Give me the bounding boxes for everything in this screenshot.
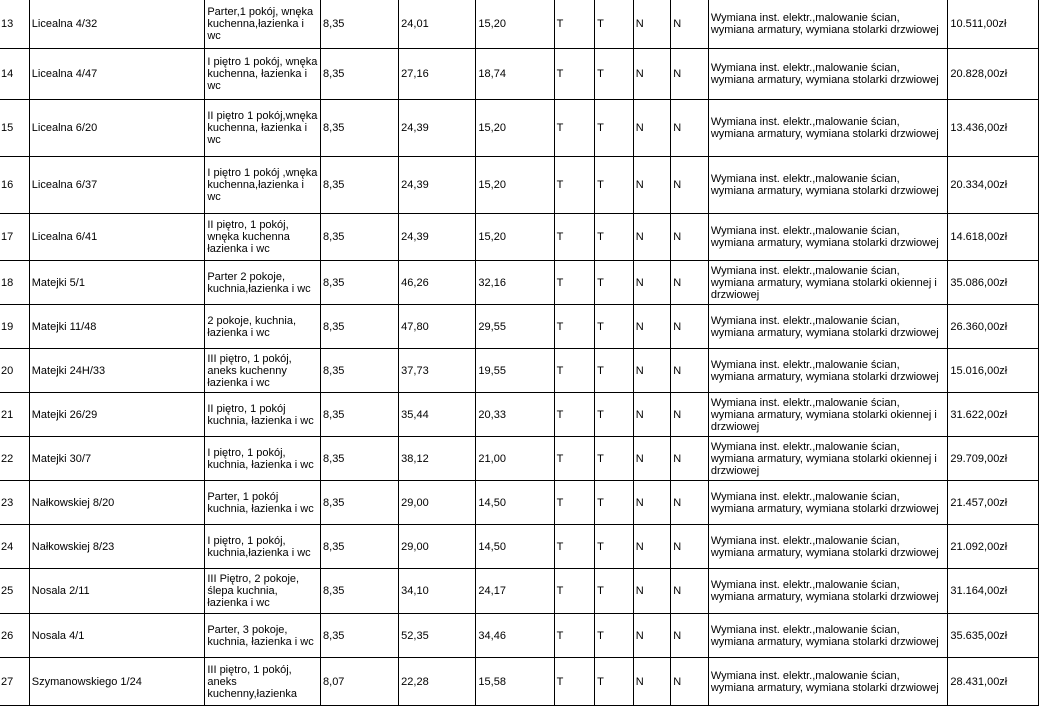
row-number-cell: 22 xyxy=(0,437,29,481)
rate-cell: 8,35 xyxy=(321,349,399,393)
flag-2-cell: T xyxy=(595,100,634,157)
table-row xyxy=(0,214,1039,261)
flag-2-cell: T xyxy=(595,261,634,305)
flag-1-cell: T xyxy=(554,157,595,214)
flag-3-cell: N xyxy=(633,157,671,214)
rate-cell: 8,35 xyxy=(321,157,399,214)
flag-2-cell: T xyxy=(595,658,634,706)
flag-3-cell: N xyxy=(633,349,671,393)
flag-4-cell: N xyxy=(671,49,709,100)
living-area-cell: 15,20 xyxy=(476,214,554,261)
rate-cell: 8,35 xyxy=(321,614,399,658)
flag-1-cell: T xyxy=(554,569,595,614)
total-area-cell: 52,35 xyxy=(399,614,476,658)
planned-works-cell: Wymiana inst. elektr.,malowanie ścian, wymiana armatury, wymiana stolarki drzwiowej xyxy=(708,305,948,349)
row-number-cell: 17 xyxy=(0,214,29,261)
address-cell: Matejki 11/48 xyxy=(29,305,205,349)
living-area-cell: 20,33 xyxy=(476,393,554,437)
address-cell: Licealna 6/37 xyxy=(29,157,205,214)
flag-2-cell: T xyxy=(595,157,634,214)
total-area-cell: 24,39 xyxy=(399,157,476,214)
flag-3-cell: N xyxy=(633,305,671,349)
total-area-cell: 35,44 xyxy=(399,393,476,437)
flag-1-cell: T xyxy=(554,525,595,569)
flag-1-cell: T xyxy=(554,481,595,525)
apartment-description-cell: Parter, 3 pokoje, kuchnia, łazienka i wc xyxy=(205,614,321,658)
flag-1-cell: T xyxy=(554,393,595,437)
living-area-cell: 18,74 xyxy=(476,49,554,100)
apartment-description-cell: II piętro, 1 pokój, wnęka kuchenna łazienka i wc xyxy=(205,214,321,261)
apartment-description-cell: I piętro 1 pokój ,wnęka kuchenna,łazienka i wc xyxy=(205,157,321,214)
row-number-cell: 20 xyxy=(0,349,29,393)
living-area-cell: 19,55 xyxy=(476,349,554,393)
address-cell: Nosala 4/1 xyxy=(29,614,205,658)
flag-4-cell: N xyxy=(671,214,709,261)
repair-cost-cell: 14.618,00zł xyxy=(948,214,1039,261)
rate-cell: 8,35 xyxy=(321,437,399,481)
rate-cell: 8,35 xyxy=(321,49,399,100)
flag-4-cell: N xyxy=(671,614,709,658)
flag-4-cell: N xyxy=(671,157,709,214)
table-row xyxy=(0,0,1039,49)
living-area-cell: 15,20 xyxy=(476,157,554,214)
apartment-description-cell: I piętro, 1 pokój, kuchnia, łazienka i wc xyxy=(205,437,321,481)
planned-works-cell: Wymiana inst. elektr.,malowanie ścian, wymiana armatury, wymiana stolarki drzwiowej xyxy=(708,157,948,214)
repair-cost-cell: 20.828,00zł xyxy=(948,49,1039,100)
flag-3-cell: N xyxy=(633,393,671,437)
flag-1-cell: T xyxy=(554,305,595,349)
apartment-description-cell: 2 pokoje, kuchnia, łazienka i wc xyxy=(205,305,321,349)
flag-2-cell: T xyxy=(595,481,634,525)
living-area-cell: 15,20 xyxy=(476,0,554,49)
repair-cost-cell: 35.086,00zł xyxy=(948,261,1039,305)
address-cell: Matejki 26/29 xyxy=(29,393,205,437)
planned-works-cell: Wymiana inst. elektr.,malowanie ścian, wymiana armatury, wymiana stolarki drzwiowej xyxy=(708,481,948,525)
apartment-description-cell: II piętro 1 pokój,wnęka kuchenna, łazienka i wc xyxy=(205,100,321,157)
flag-2-cell: T xyxy=(595,349,634,393)
planned-works-cell: Wymiana inst. elektr.,malowanie ścian, wymiana armatury, wymiana stolarki drzwiowej xyxy=(708,349,948,393)
flag-4-cell: N xyxy=(671,525,709,569)
rate-cell: 8,35 xyxy=(321,305,399,349)
table-row xyxy=(0,437,1039,481)
flag-3-cell: N xyxy=(633,525,671,569)
flag-1-cell: T xyxy=(554,614,595,658)
total-area-cell: 46,26 xyxy=(399,261,476,305)
flag-3-cell: N xyxy=(633,261,671,305)
total-area-cell: 24,39 xyxy=(399,100,476,157)
table-row xyxy=(0,305,1039,349)
repair-cost-cell: 35.635,00zł xyxy=(948,614,1039,658)
repair-cost-cell: 21.457,00zł xyxy=(948,481,1039,525)
repair-cost-cell: 21.092,00zł xyxy=(948,525,1039,569)
planned-works-cell: Wymiana inst. elektr.,malowanie ścian, wymiana armatury, wymiana stolarki drzwiowej xyxy=(708,214,948,261)
row-number-cell: 18 xyxy=(0,261,29,305)
repair-cost-cell: 13.436,00zł xyxy=(948,100,1039,157)
flag-4-cell: N xyxy=(671,0,709,49)
living-area-cell: 21,00 xyxy=(476,437,554,481)
address-cell: Nałkowskiej 8/23 xyxy=(29,525,205,569)
address-cell: Licealna 4/47 xyxy=(29,49,205,100)
flag-4-cell: N xyxy=(671,261,709,305)
row-number-cell: 13 xyxy=(0,0,29,49)
flag-1-cell: T xyxy=(554,658,595,706)
living-area-cell: 34,46 xyxy=(476,614,554,658)
total-area-cell: 38,12 xyxy=(399,437,476,481)
living-area-cell: 32,16 xyxy=(476,261,554,305)
living-area-cell: 15,58 xyxy=(476,658,554,706)
total-area-cell: 24,39 xyxy=(399,214,476,261)
repair-cost-cell: 10.511,00zł xyxy=(948,0,1039,49)
rate-cell: 8,35 xyxy=(321,100,399,157)
total-area-cell: 29,00 xyxy=(399,481,476,525)
rate-cell: 8,35 xyxy=(321,525,399,569)
apartment-description-cell: Parter 2 pokoje, kuchnia,łazienka i wc xyxy=(205,261,321,305)
row-number-cell: 26 xyxy=(0,614,29,658)
row-number-cell: 16 xyxy=(0,157,29,214)
row-number-cell: 24 xyxy=(0,525,29,569)
flag-2-cell: T xyxy=(595,305,634,349)
rate-cell: 8,35 xyxy=(321,481,399,525)
flag-1-cell: T xyxy=(554,49,595,100)
flag-1-cell: T xyxy=(554,214,595,261)
flag-2-cell: T xyxy=(595,569,634,614)
apartment-description-cell: III piętro, 1 pokój, aneks kuchenny łazienka i wc xyxy=(205,349,321,393)
flag-3-cell: N xyxy=(633,214,671,261)
flag-2-cell: T xyxy=(595,214,634,261)
flag-2-cell: T xyxy=(595,614,634,658)
table-row xyxy=(0,481,1039,525)
rate-cell: 8,35 xyxy=(321,261,399,305)
repair-cost-cell: 20.334,00zł xyxy=(948,157,1039,214)
table-row xyxy=(0,614,1039,658)
total-area-cell: 27,16 xyxy=(399,49,476,100)
planned-works-cell: Wymiana inst. elektr.,malowanie ścian, wymiana armatury, wymiana stolarki okiennej i drzwiowej xyxy=(708,393,948,437)
planned-works-cell: Wymiana inst. elektr.,malowanie ścian, wymiana armatury, wymiana stolarki okiennej i drzwiowej xyxy=(708,437,948,481)
total-area-cell: 47,80 xyxy=(399,305,476,349)
table-row xyxy=(0,349,1039,393)
flag-4-cell: N xyxy=(671,349,709,393)
flag-4-cell: N xyxy=(671,569,709,614)
total-area-cell: 37,73 xyxy=(399,349,476,393)
address-cell: Matejki 30/7 xyxy=(29,437,205,481)
row-number-cell: 21 xyxy=(0,393,29,437)
table-row xyxy=(0,261,1039,305)
apartment-description-cell: III piętro, 1 pokój, aneks kuchenny,łazienka xyxy=(205,658,321,706)
address-cell: Nałkowskiej 8/20 xyxy=(29,481,205,525)
table-row xyxy=(0,100,1039,157)
planned-works-cell: Wymiana inst. elektr.,malowanie ścian, wymiana armatury, wymiana stolarki drzwiowej xyxy=(708,100,948,157)
rate-cell: 8,07 xyxy=(321,658,399,706)
repair-cost-cell: 28.431,00zł xyxy=(948,658,1039,706)
table-row xyxy=(0,569,1039,614)
planned-works-cell: Wymiana inst. elektr.,malowanie ścian, wymiana armatury, wymiana stolarki drzwiowej xyxy=(708,525,948,569)
row-number-cell: 27 xyxy=(0,658,29,706)
total-area-cell: 24,01 xyxy=(399,0,476,49)
repair-cost-cell: 31.622,00zł xyxy=(948,393,1039,437)
flag-4-cell: N xyxy=(671,100,709,157)
planned-works-cell: Wymiana inst. elektr.,malowanie ścian, wymiana armatury, wymiana stolarki drzwiowej xyxy=(708,569,948,614)
row-number-cell: 25 xyxy=(0,569,29,614)
flag-3-cell: N xyxy=(633,569,671,614)
address-cell: Licealna 6/41 xyxy=(29,214,205,261)
total-area-cell: 34,10 xyxy=(399,569,476,614)
row-number-cell: 23 xyxy=(0,481,29,525)
repair-cost-cell: 29.709,00zł xyxy=(948,437,1039,481)
flag-3-cell: N xyxy=(633,614,671,658)
flag-3-cell: N xyxy=(633,0,671,49)
flag-1-cell: T xyxy=(554,349,595,393)
table-row xyxy=(0,49,1039,100)
flag-3-cell: N xyxy=(633,100,671,157)
living-area-cell: 24,17 xyxy=(476,569,554,614)
apartment-description-cell: I piętro, 1 pokój, kuchnia,łazienka i wc xyxy=(205,525,321,569)
flag-3-cell: N xyxy=(633,49,671,100)
flag-2-cell: T xyxy=(595,0,634,49)
flag-4-cell: N xyxy=(671,658,709,706)
rate-cell: 8,35 xyxy=(321,393,399,437)
total-area-cell: 29,00 xyxy=(399,525,476,569)
living-area-cell: 14,50 xyxy=(476,525,554,569)
flag-3-cell: N xyxy=(633,437,671,481)
repair-cost-cell: 31.164,00zł xyxy=(948,569,1039,614)
table-row xyxy=(0,525,1039,569)
address-cell: Licealna 6/20 xyxy=(29,100,205,157)
apartment-description-cell: Parter,1 pokój, wnęka kuchenna,łazienka i wc xyxy=(205,0,321,49)
address-cell: Licealna 4/32 xyxy=(29,0,205,49)
planned-works-cell: Wymiana inst. elektr.,malowanie ścian, wymiana armatury, wymiana stolarki okiennej i drzwiowej xyxy=(708,261,948,305)
apartment-description-cell: Parter, 1 pokój kuchnia, łazienka i wc xyxy=(205,481,321,525)
flag-2-cell: T xyxy=(595,525,634,569)
flag-1-cell: T xyxy=(554,261,595,305)
flag-2-cell: T xyxy=(595,393,634,437)
flag-2-cell: T xyxy=(595,437,634,481)
flag-4-cell: N xyxy=(671,305,709,349)
table-row xyxy=(0,393,1039,437)
flag-2-cell: T xyxy=(595,49,634,100)
flag-1-cell: T xyxy=(554,0,595,49)
address-cell: Matejki 5/1 xyxy=(29,261,205,305)
address-cell: Szymanowskiego 1/24 xyxy=(29,658,205,706)
table-row xyxy=(0,658,1039,706)
flag-3-cell: N xyxy=(633,658,671,706)
planned-works-cell: Wymiana inst. elektr.,malowanie ścian, wymiana armatury, wymiana stolarki drzwiowej xyxy=(708,49,948,100)
table-row xyxy=(0,157,1039,214)
flag-1-cell: T xyxy=(554,100,595,157)
apartment-description-cell: II piętro, 1 pokój kuchnia, łazienka i wc xyxy=(205,393,321,437)
living-area-cell: 14,50 xyxy=(476,481,554,525)
repair-cost-cell: 26.360,00zł xyxy=(948,305,1039,349)
flag-3-cell: N xyxy=(633,481,671,525)
planned-works-cell: Wymiana inst. elektr.,malowanie ścian, wymiana armatury, wymiana stolarki drzwiowej xyxy=(708,658,948,706)
repair-cost-cell: 15.016,00zł xyxy=(948,349,1039,393)
apartment-description-cell: III Piętro, 2 pokoje, ślepa kuchnia, łazienka i wc xyxy=(205,569,321,614)
planned-works-cell: Wymiana inst. elektr.,malowanie ścian, wymiana armatury, wymiana stolarki drzwiowej xyxy=(708,614,948,658)
living-area-cell: 29,55 xyxy=(476,305,554,349)
rate-cell: 8,35 xyxy=(321,214,399,261)
total-area-cell: 22,28 xyxy=(399,658,476,706)
flag-4-cell: N xyxy=(671,393,709,437)
flag-4-cell: N xyxy=(671,481,709,525)
flag-1-cell: T xyxy=(554,437,595,481)
row-number-cell: 15 xyxy=(0,100,29,157)
address-cell: Matejki 24H/33 xyxy=(29,349,205,393)
flag-4-cell: N xyxy=(671,437,709,481)
address-cell: Nosala 2/11 xyxy=(29,569,205,614)
rate-cell: 8,35 xyxy=(321,569,399,614)
row-number-cell: 19 xyxy=(0,305,29,349)
rate-cell: 8,35 xyxy=(321,0,399,49)
living-area-cell: 15,20 xyxy=(476,100,554,157)
planned-works-cell: Wymiana inst. elektr.,malowanie ścian, wymiana armatury, wymiana stolarki drzwiowej xyxy=(708,0,948,49)
apartment-description-cell: I piętro 1 pokój, wnęka kuchenna, łazienka i wc xyxy=(205,49,321,100)
row-number-cell: 14 xyxy=(0,49,29,100)
